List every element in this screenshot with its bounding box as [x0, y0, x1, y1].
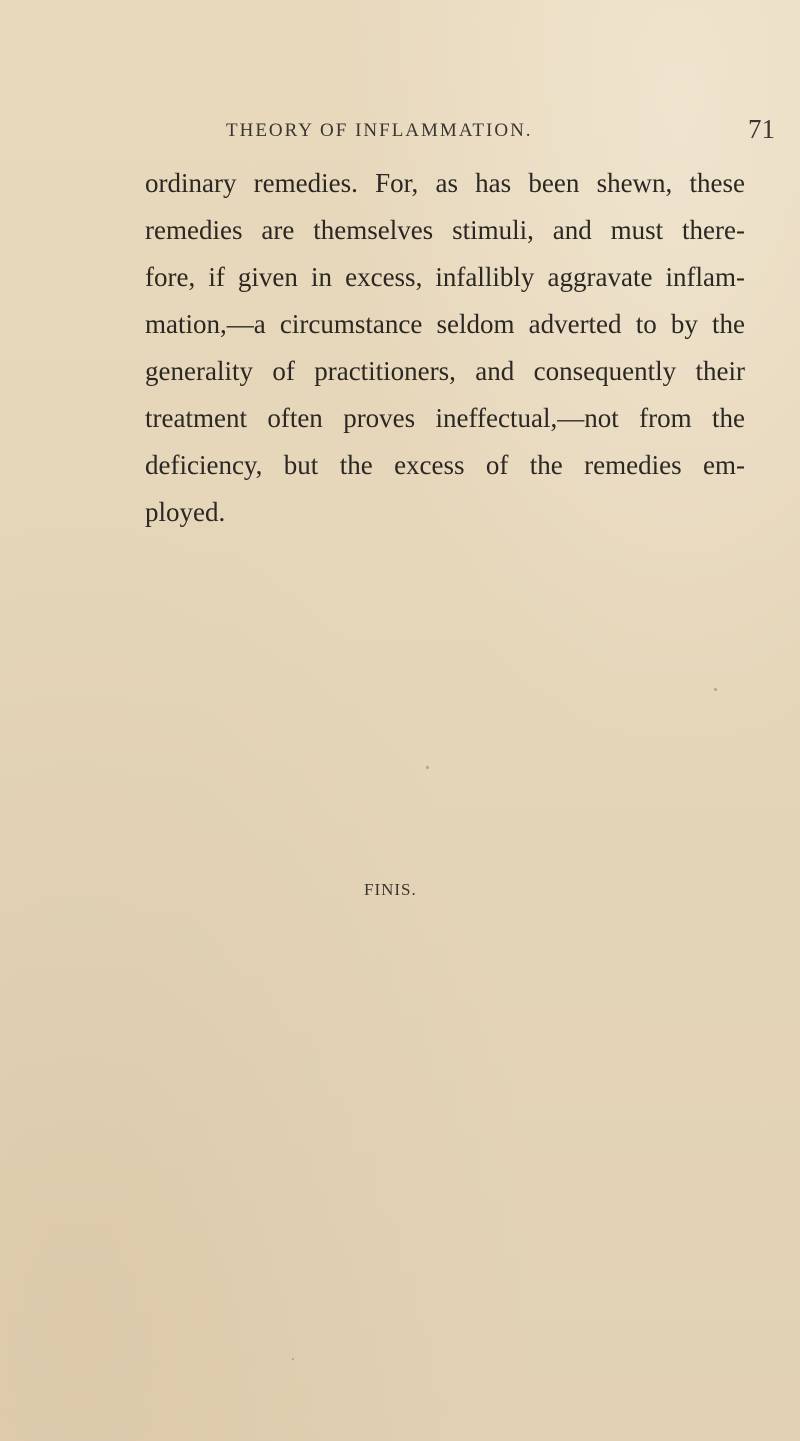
text-line: generality of practitioners, and consequently their	[145, 356, 745, 386]
paper-speck	[714, 688, 717, 691]
paper-speck	[426, 766, 429, 769]
text-line: mation,—a circumstance seldom adverted to by the	[145, 309, 745, 339]
running-title: THEORY OF INFLAMMATION.	[226, 120, 533, 141]
text-line: treatment often proves ineffectual,—not from the	[145, 403, 745, 433]
text-line: fore, if given in excess, infallibly aggravate inflam-	[145, 262, 745, 292]
text-line: remedies are themselves stimuli, and must there-	[145, 215, 745, 245]
text-line: ployed.	[145, 497, 226, 527]
paper-speck	[292, 1358, 294, 1360]
page-number: 71	[748, 114, 775, 144]
text-line: deficiency, but the excess of the remedies em-	[145, 450, 745, 480]
finis-label: FINIS.	[364, 880, 417, 899]
text-line: ordinary remedies. For, as has been shewn, these	[145, 168, 745, 198]
body-paragraph	[145, 160, 745, 536]
running-head	[0, 114, 800, 148]
